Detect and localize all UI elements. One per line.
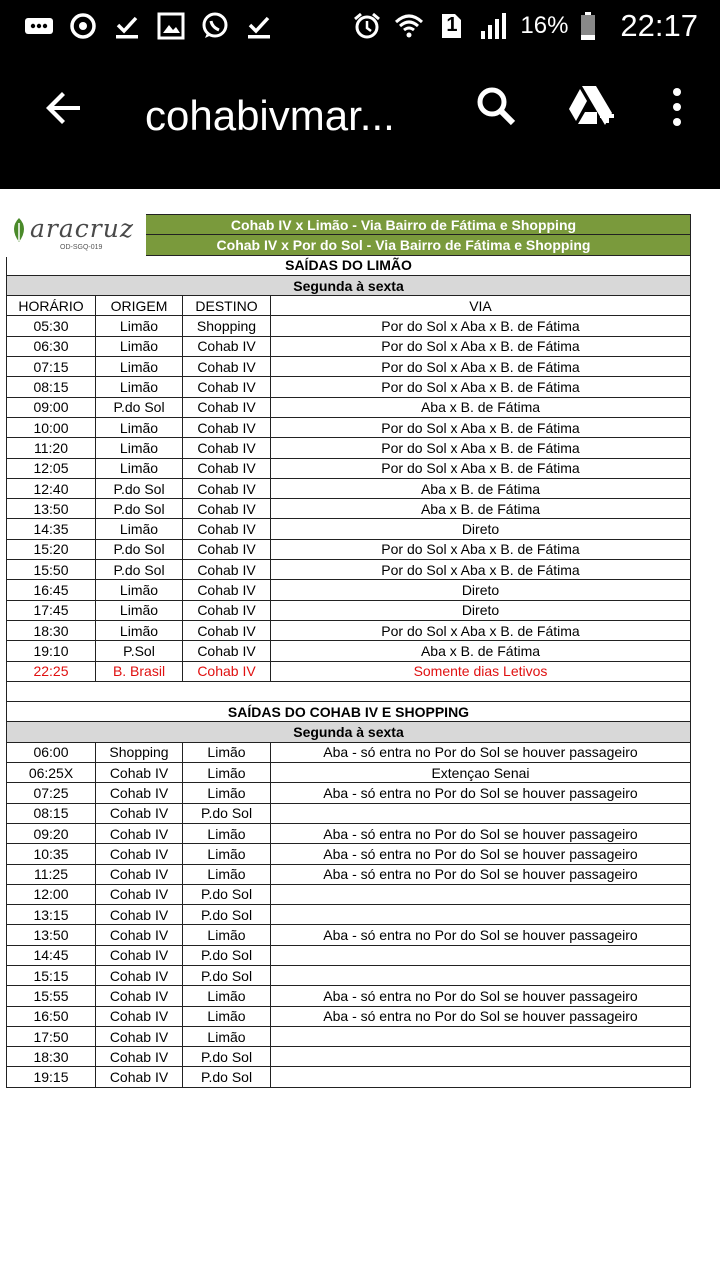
signal-icon <box>478 11 508 41</box>
cell-time: 07:15 <box>7 357 96 377</box>
cell-route: Por do Sol x Aba x B. de Fátima <box>271 417 691 437</box>
cell-time: 12:00 <box>7 884 96 904</box>
cell-route: Direto <box>271 580 691 600</box>
cell-origin: P.Sol <box>96 641 183 661</box>
cell-destination: Cohab IV <box>183 478 271 498</box>
cell-destination: Cohab IV <box>183 397 271 417</box>
table-row <box>7 478 691 498</box>
table-row <box>7 925 691 945</box>
cell-destination: Cohab IV <box>183 499 271 519</box>
cell-destination: Cohab IV <box>183 539 271 559</box>
cell-time: 15:55 <box>7 986 96 1006</box>
cell-destination: Limão <box>183 1026 271 1046</box>
cell-destination: Limão <box>183 844 271 864</box>
cell-route: Direto <box>271 600 691 620</box>
cell-destination: Cohab IV <box>183 600 271 620</box>
cell-destination: Limão <box>183 925 271 945</box>
cell-destination: P.do Sol <box>183 945 271 965</box>
table-row <box>7 823 691 843</box>
cell-destination: Cohab IV <box>183 661 271 681</box>
sync-icon <box>68 11 98 41</box>
table-row <box>7 742 691 762</box>
cell-destination: Cohab IV <box>183 438 271 458</box>
cell-time: 09:00 <box>7 397 96 417</box>
cell-time: 10:00 <box>7 417 96 437</box>
spacer-row <box>7 681 691 701</box>
cell-destination: Cohab IV <box>183 580 271 600</box>
cell-destination: Limão <box>183 1006 271 1026</box>
cell-time: 15:15 <box>7 965 96 985</box>
cell-time: 22:25 <box>7 661 96 681</box>
table-row <box>7 1006 691 1026</box>
cell-destination: Limão <box>183 783 271 803</box>
table-row <box>7 357 691 377</box>
cell-time: 14:45 <box>7 945 96 965</box>
cell-origin: Limão <box>96 519 183 539</box>
table-row <box>7 438 691 458</box>
cell-route: Por do Sol x Aba x B. de Fátima <box>271 377 691 397</box>
cell-time: 15:20 <box>7 539 96 559</box>
cell-origin: Limão <box>96 357 183 377</box>
cell-origin: Cohab IV <box>96 965 183 985</box>
whatsapp-icon <box>200 11 230 41</box>
cell-origin: Cohab IV <box>96 905 183 925</box>
battery-icon <box>580 11 596 41</box>
cell-time: 06:25X <box>7 763 96 783</box>
table-row <box>7 986 691 1006</box>
table-row <box>7 661 691 681</box>
table-row <box>7 1067 691 1087</box>
table-row <box>7 844 691 864</box>
cell-route: Aba x B. de Fátima <box>271 499 691 519</box>
cell-route <box>271 1026 691 1046</box>
cell-origin: B. Brasil <box>96 661 183 681</box>
route-title-2: Cohab IV x Por do Sol - Via Bairro de Fátima e Shopping <box>7 235 691 255</box>
cell-route <box>271 1047 691 1067</box>
section1-days: Segunda à sexta <box>7 275 691 295</box>
col-destino: DESTINO <box>183 296 271 316</box>
cell-route: Extençao Senai <box>271 763 691 783</box>
table-row <box>7 884 691 904</box>
cell-route: Por do Sol x Aba x B. de Fátima <box>271 560 691 580</box>
cell-origin: Cohab IV <box>96 803 183 823</box>
cell-destination: Cohab IV <box>183 458 271 478</box>
table-row <box>7 641 691 661</box>
cell-route: Aba - só entra no Por do Sol se houver passageiro <box>271 823 691 843</box>
cell-time: 18:30 <box>7 1047 96 1067</box>
cell-destination: Cohab IV <box>183 641 271 661</box>
table-row <box>7 377 691 397</box>
table-row <box>7 539 691 559</box>
table-row <box>7 560 691 580</box>
logo-brand: aracruz <box>30 214 134 243</box>
cell-origin: Limão <box>96 600 183 620</box>
cell-time: 08:15 <box>7 803 96 823</box>
cell-route: Aba - só entra no Por do Sol se houver passageiro <box>271 783 691 803</box>
image-icon <box>156 11 186 41</box>
cell-origin: Cohab IV <box>96 1006 183 1026</box>
table-row <box>7 620 691 640</box>
cell-time: 09:20 <box>7 823 96 843</box>
cell-route: Aba x B. de Fátima <box>271 397 691 417</box>
cell-destination: Limão <box>183 763 271 783</box>
cell-route: Por do Sol x Aba x B. de Fátima <box>271 458 691 478</box>
cell-route: Aba x B. de Fátima <box>271 641 691 661</box>
cell-route: Aba - só entra no Por do Sol se houver passageiro <box>271 986 691 1006</box>
cell-route: Aba - só entra no Por do Sol se houver passageiro <box>271 864 691 884</box>
cell-route: Por do Sol x Aba x B. de Fátima <box>271 620 691 640</box>
table-row <box>7 519 691 539</box>
col-via: VIA <box>271 296 691 316</box>
cell-time: 12:40 <box>7 478 96 498</box>
cell-route <box>271 945 691 965</box>
cell-destination: P.do Sol <box>183 965 271 985</box>
cell-time: 07:25 <box>7 783 96 803</box>
cell-destination: Cohab IV <box>183 620 271 640</box>
timetable <box>6 214 691 1088</box>
cell-origin: P.do Sol <box>96 478 183 498</box>
table-row <box>7 397 691 417</box>
cell-route: Por do Sol x Aba x B. de Fátima <box>271 336 691 356</box>
table-row <box>7 600 691 620</box>
cell-route: Somente dias Letivos <box>271 661 691 681</box>
cell-time: 12:05 <box>7 458 96 478</box>
cell-time: 13:50 <box>7 925 96 945</box>
cell-destination: Limão <box>183 986 271 1006</box>
search-icon <box>472 82 522 132</box>
document-title: cohabivmar... <box>145 92 395 139</box>
spacer-cell <box>7 681 691 701</box>
table-row <box>7 458 691 478</box>
drive-add-icon <box>564 80 616 132</box>
cell-time: 11:25 <box>7 864 96 884</box>
table-row <box>7 945 691 965</box>
company-logo <box>4 213 146 257</box>
col-origem: ORIGEM <box>96 296 183 316</box>
cell-destination: Cohab IV <box>183 357 271 377</box>
cell-route: Aba x B. de Fátima <box>271 478 691 498</box>
cell-origin: Limão <box>96 316 183 336</box>
cell-route <box>271 884 691 904</box>
download-done-icon <box>244 11 274 41</box>
table-row <box>7 1047 691 1067</box>
cell-destination: Cohab IV <box>183 560 271 580</box>
leaf-icon <box>8 217 30 243</box>
logo-code: OD-SGQ-019 <box>60 244 103 251</box>
cell-route: Direto <box>271 519 691 539</box>
cell-route <box>271 803 691 823</box>
cell-time: 06:00 <box>7 742 96 762</box>
add-to-drive-button[interactable] <box>564 80 616 132</box>
cell-time: 17:45 <box>7 600 96 620</box>
cell-destination: P.do Sol <box>183 905 271 925</box>
cell-destination: Cohab IV <box>183 336 271 356</box>
cell-time: 13:15 <box>7 905 96 925</box>
cell-time: 16:45 <box>7 580 96 600</box>
cell-route <box>271 1067 691 1087</box>
cell-origin: Cohab IV <box>96 884 183 904</box>
cell-origin: Limão <box>96 438 183 458</box>
cell-origin: Cohab IV <box>96 823 183 843</box>
table-row <box>7 316 691 336</box>
cell-origin: Limão <box>96 336 183 356</box>
alarm-icon <box>352 11 382 41</box>
table-row <box>7 864 691 884</box>
cell-time: 11:20 <box>7 438 96 458</box>
cell-time: 19:10 <box>7 641 96 661</box>
cell-origin: Limão <box>96 377 183 397</box>
cell-route: Por do Sol x Aba x B. de Fátima <box>271 316 691 336</box>
cell-route <box>271 905 691 925</box>
cell-origin: Cohab IV <box>96 1026 183 1046</box>
cell-time: 19:15 <box>7 1067 96 1087</box>
cell-time: 16:50 <box>7 1006 96 1026</box>
battery-percent: 16% <box>520 12 569 39</box>
cell-destination: Cohab IV <box>183 519 271 539</box>
cell-time: 06:30 <box>7 336 96 356</box>
cell-time: 18:30 <box>7 620 96 640</box>
cell-origin: Cohab IV <box>96 1067 183 1087</box>
cell-origin: Cohab IV <box>96 864 183 884</box>
column-headers <box>7 296 691 316</box>
cell-destination: Shopping <box>183 316 271 336</box>
cell-route: Por do Sol x Aba x B. de Fátima <box>271 539 691 559</box>
cell-origin: Cohab IV <box>96 986 183 1006</box>
cell-origin: Limão <box>96 620 183 640</box>
table-row <box>7 783 691 803</box>
search-button[interactable] <box>472 82 522 132</box>
cell-origin: P.do Sol <box>96 560 183 580</box>
messages-icon <box>24 11 54 41</box>
cell-origin: Cohab IV <box>96 945 183 965</box>
cell-time: 10:35 <box>7 844 96 864</box>
cell-origin: Cohab IV <box>96 925 183 945</box>
cell-route: Por do Sol x Aba x B. de Fátima <box>271 438 691 458</box>
table-row <box>7 1026 691 1046</box>
cell-origin: P.do Sol <box>96 397 183 417</box>
cell-time: 08:15 <box>7 377 96 397</box>
section2-days: Segunda à sexta <box>7 722 691 742</box>
cell-destination: P.do Sol <box>183 803 271 823</box>
route-title-1: Cohab IV x Limão - Via Bairro de Fátima e Shopping <box>7 215 691 235</box>
table-row <box>7 905 691 925</box>
table-row <box>7 499 691 519</box>
system-icons <box>352 8 698 44</box>
download-done-icon <box>112 11 142 41</box>
cell-origin: Shopping <box>96 742 183 762</box>
cell-origin: Limão <box>96 417 183 437</box>
col-horario: HORÁRIO <box>7 296 96 316</box>
cell-destination: P.do Sol <box>183 884 271 904</box>
cell-origin: Cohab IV <box>96 783 183 803</box>
more-options-button[interactable] <box>662 82 692 132</box>
cell-time: 13:50 <box>7 499 96 519</box>
back-icon <box>40 84 88 132</box>
cell-destination: Cohab IV <box>183 377 271 397</box>
cell-destination: Limão <box>183 864 271 884</box>
table-row <box>7 965 691 985</box>
sim-icon <box>436 11 466 41</box>
table-row <box>7 580 691 600</box>
clock: 22:17 <box>620 8 698 43</box>
notification-icons <box>24 8 274 44</box>
cell-time: 14:35 <box>7 519 96 539</box>
table-row <box>7 803 691 823</box>
table-row <box>7 336 691 356</box>
back-button[interactable] <box>40 84 88 132</box>
cell-origin: Cohab IV <box>96 844 183 864</box>
cell-route: Por do Sol x Aba x B. de Fátima <box>271 357 691 377</box>
wifi-icon <box>394 11 424 41</box>
table-row <box>7 763 691 783</box>
cell-route <box>271 965 691 985</box>
status-bar <box>0 0 720 52</box>
cell-destination: P.do Sol <box>183 1067 271 1087</box>
cell-origin: Limão <box>96 458 183 478</box>
cell-route: Aba - só entra no Por do Sol se houver passageiro <box>271 925 691 945</box>
cell-time: 17:50 <box>7 1026 96 1046</box>
cell-route: Aba - só entra no Por do Sol se houver passageiro <box>271 1006 691 1026</box>
cell-route: Aba - só entra no Por do Sol se houver passageiro <box>271 742 691 762</box>
cell-origin: Limão <box>96 580 183 600</box>
cell-route: Aba - só entra no Por do Sol se houver passageiro <box>271 844 691 864</box>
cell-time: 05:30 <box>7 316 96 336</box>
cell-destination: Limão <box>183 742 271 762</box>
cell-origin: Cohab IV <box>96 1047 183 1067</box>
cell-destination: Cohab IV <box>183 417 271 437</box>
cell-destination: Limão <box>183 823 271 843</box>
cell-origin: P.do Sol <box>96 499 183 519</box>
section2-title: SAÍDAS DO COHAB IV E SHOPPING <box>7 702 691 722</box>
more-vert-icon <box>662 82 692 132</box>
table-row <box>7 417 691 437</box>
cell-destination: P.do Sol <box>183 1047 271 1067</box>
cell-origin: Cohab IV <box>96 763 183 783</box>
cell-time: 15:50 <box>7 560 96 580</box>
cell-origin: P.do Sol <box>96 539 183 559</box>
section1-title: SAÍDAS DO LIMÃO <box>7 255 691 275</box>
sim-badge: 1 <box>446 14 458 36</box>
